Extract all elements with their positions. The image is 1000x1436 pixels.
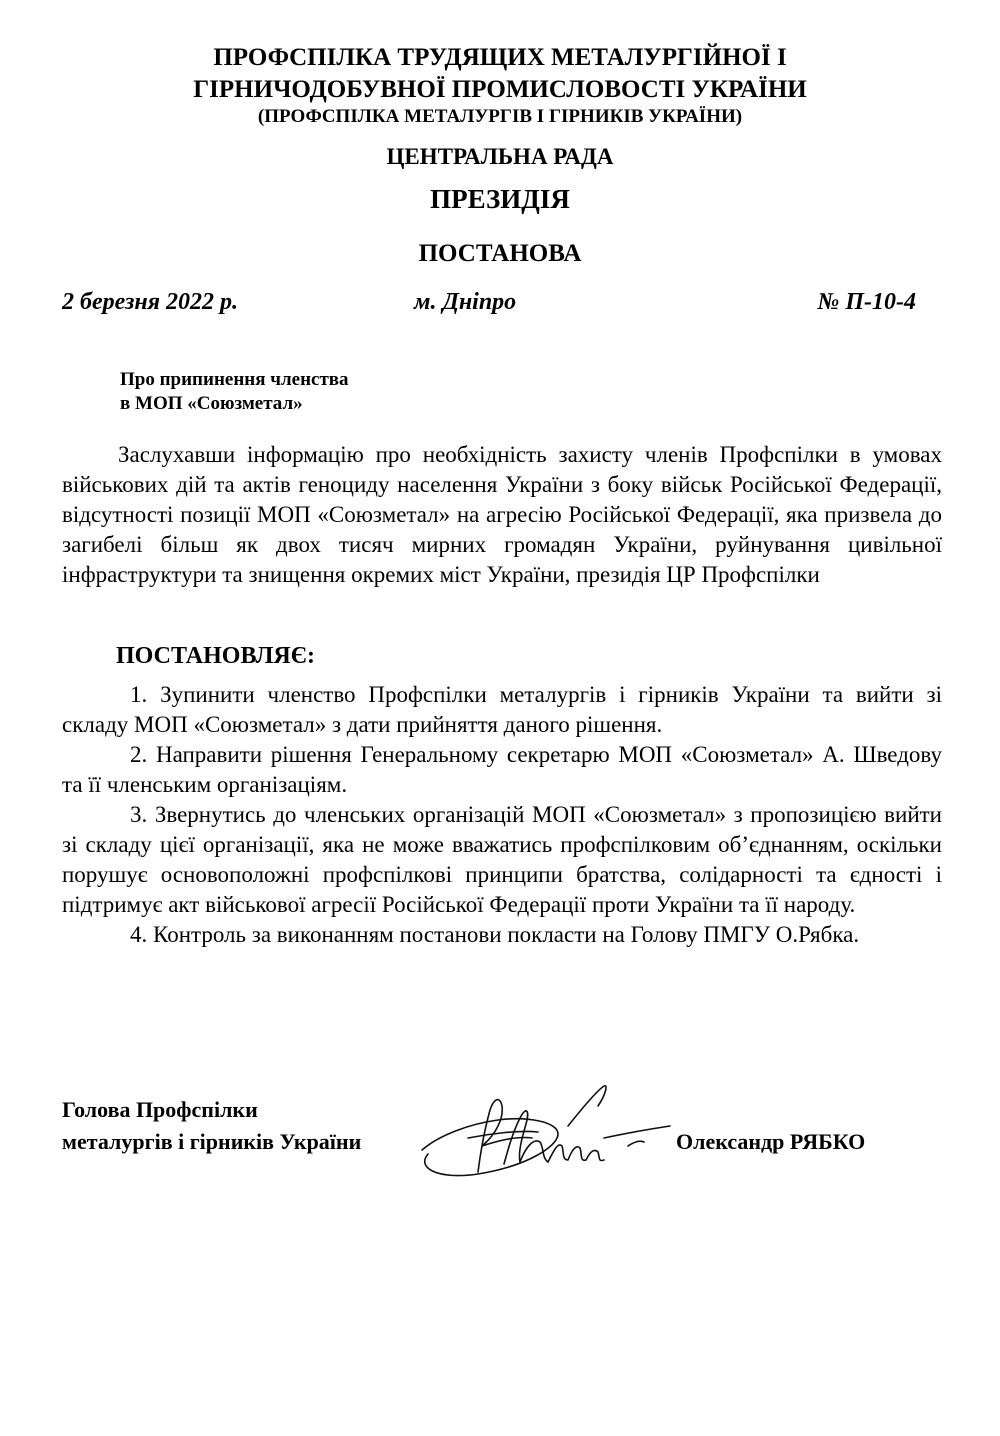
org-short-name: (ПРОФСПІЛКА МЕТАЛУРГІВ І ГІРНИКІВ УКРАЇНИ): [257, 106, 743, 127]
resolution-item-4: 4. Контроль за виконанням постанови покласти на Голову ПМГУ О.Рябка.: [130, 922, 860, 947]
resolution-items: [62, 680, 942, 950]
document-city: м. Дніпро: [414, 289, 517, 315]
document-number: № П-10-4: [817, 289, 916, 315]
signatory-title-line-2: металургів і гірників України: [62, 1129, 362, 1154]
signatory-title: [62, 1094, 361, 1158]
document-subject: [120, 368, 349, 416]
document-type-heading: ПОСТАНОВА: [418, 240, 582, 267]
subject-line-2: в МОП «Союзметал»: [120, 393, 303, 414]
org-name-line-1: ПРОФСПІЛКА ТРУДЯЩИХ МЕТАЛУРГІЙНОЇ І: [213, 44, 787, 71]
signatory-name: Олександр РЯБКО: [676, 1129, 866, 1154]
subject-line-1: Про припинення членства: [120, 369, 349, 390]
handwritten-signature: [408, 1076, 678, 1186]
intro-paragraph: Заслухавши інформацію про необхідність захисту членів Профспілки в умовах військових дій та актів геноциду населення України з боку військ Російської Федерації, відсутності позиції МОП «Союзметал» на агресію Російської Федерації, яка призвела до загибелі більш як двох тисяч мирних громадян України, руйнування цивільної інфраструктури та знищення окремих міст України, президія ЦР Профспілки: [62, 442, 942, 587]
org-name-line-2: ГІРНИЧОДОБУВНОЇ ПРОМИСЛОВОСТІ УКРАЇНИ: [193, 76, 807, 103]
resolution-item-3: 3. Звернутись до членських організацій МОП «Союзметал» з пропозицією вийти зі складу цієї організації, яка не може вважатись профспілковим об’єднанням, оскільки порушує основоположні профспілкові принципи братства, солідарності та єдності і підтримує акт військової агресії Російської Федерації проти України та її народу.: [62, 802, 942, 917]
document-date: 2 березня 2022 р.: [62, 289, 239, 315]
council-heading: ЦЕНТРАЛЬНА РАДА: [386, 144, 614, 169]
resolves-label: ПОСТАНОВЛЯЄ:: [116, 643, 316, 669]
resolution-item-2: 2. Направити рішення Генеральному секретарю МОП «Союзметал» А. Шведову та її членським організаціям.: [62, 742, 942, 797]
resolution-item-1: 1. Зупинити членство Профспілки металургів і гірників України та вийти зі складу МОП «Союзметал» з дати прийняття даного рішення.: [62, 682, 942, 737]
presidium-heading: ПРЕЗИДІЯ: [430, 184, 570, 214]
signatory-title-line-1: Голова Профспілки: [62, 1097, 258, 1122]
